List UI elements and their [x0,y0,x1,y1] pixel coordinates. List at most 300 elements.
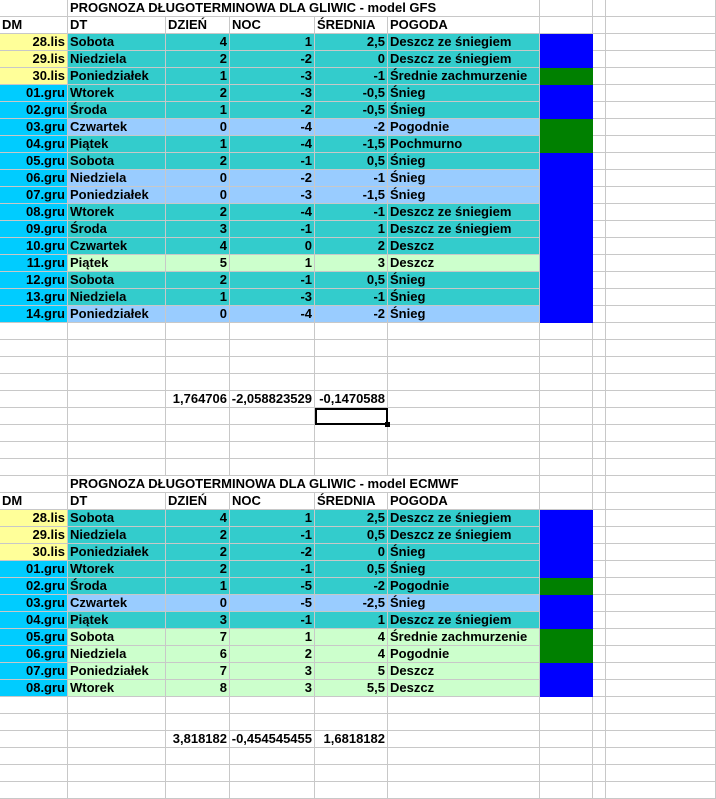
cell-weather[interactable]: Deszcz [388,680,540,697]
cell-date[interactable]: 28.lis [0,34,68,51]
empty-cell[interactable] [593,102,606,119]
weather-color-bar[interactable] [540,612,593,629]
empty-cell[interactable] [166,323,230,340]
cell-avg[interactable]: 0 [315,51,388,68]
empty-cell[interactable] [593,561,606,578]
empty-cell[interactable] [593,527,606,544]
empty-cell[interactable] [68,408,166,425]
empty-cell[interactable] [593,442,606,459]
cell-weather[interactable]: Średnie zachmurzenie [388,68,540,85]
total-night[interactable]: -0,454545455 [230,731,315,748]
cell-avg[interactable]: 3 [315,255,388,272]
empty-cell[interactable] [540,374,593,391]
header-dt[interactable]: DT [68,17,166,34]
empty-cell[interactable] [606,425,716,442]
cell-night[interactable]: -1 [230,153,315,170]
cell-weather[interactable]: Deszcz ze śniegiem [388,221,540,238]
cell-night[interactable]: 1 [230,255,315,272]
cell-weekday[interactable]: Wtorek [68,680,166,697]
cell-day[interactable]: 3 [166,612,230,629]
empty-cell[interactable] [166,697,230,714]
cell-weekday[interactable]: Wtorek [68,85,166,102]
empty-cell[interactable] [593,204,606,221]
empty-cell[interactable] [166,459,230,476]
cell-weekday[interactable]: Piątek [68,136,166,153]
empty-cell[interactable] [166,425,230,442]
empty-cell[interactable] [388,374,540,391]
empty-cell[interactable] [593,646,606,663]
empty-cell[interactable] [606,238,716,255]
empty-cell[interactable] [593,187,606,204]
cell-date[interactable]: 11.gru [0,255,68,272]
empty-cell[interactable] [388,697,540,714]
weather-color-bar[interactable] [540,272,593,289]
cell-weather[interactable]: Pogodnie [388,578,540,595]
weather-color-bar[interactable] [540,629,593,646]
cell-weather[interactable]: Deszcz [388,238,540,255]
empty-cell[interactable] [540,731,593,748]
empty-cell[interactable] [593,357,606,374]
empty-cell[interactable] [388,782,540,799]
cell-date[interactable]: 10.gru [0,238,68,255]
empty-cell[interactable] [0,782,68,799]
empty-cell[interactable] [68,357,166,374]
cell-day[interactable]: 3 [166,221,230,238]
cell-day[interactable]: 0 [166,306,230,323]
cell-date[interactable]: 04.gru [0,136,68,153]
cell-day[interactable]: 0 [166,119,230,136]
cell-weekday[interactable]: Poniedziałek [68,544,166,561]
cell-avg[interactable]: -0,5 [315,102,388,119]
cell-weekday[interactable]: Sobota [68,629,166,646]
cell-day[interactable]: 0 [166,170,230,187]
cell-date[interactable]: 29.lis [0,527,68,544]
empty-cell[interactable] [388,425,540,442]
empty-cell[interactable] [593,17,606,34]
empty-cell[interactable] [68,323,166,340]
total-day[interactable]: 1,764706 [166,391,230,408]
cell-night[interactable]: -4 [230,306,315,323]
empty-cell[interactable] [166,340,230,357]
empty-cell[interactable] [166,357,230,374]
empty-cell[interactable] [0,765,68,782]
cell-night[interactable]: -1 [230,221,315,238]
cell-weather[interactable]: Deszcz [388,255,540,272]
cell-weekday[interactable]: Środa [68,221,166,238]
empty-cell[interactable] [606,544,716,561]
cell-day[interactable]: 4 [166,510,230,527]
empty-cell[interactable] [388,340,540,357]
header-day[interactable]: DZIEŃ [166,493,230,510]
empty-cell[interactable] [606,204,716,221]
empty-cell[interactable] [593,782,606,799]
cell-weekday[interactable]: Wtorek [68,204,166,221]
empty-cell[interactable] [166,748,230,765]
empty-cell[interactable] [0,357,68,374]
empty-cell[interactable] [315,442,388,459]
total-avg[interactable]: -0,1470588 [315,391,388,408]
empty-cell[interactable] [606,136,716,153]
empty-cell[interactable] [606,510,716,527]
empty-cell[interactable] [593,306,606,323]
empty-cell[interactable] [606,289,716,306]
empty-cell[interactable] [593,272,606,289]
empty-cell[interactable] [606,340,716,357]
cell-avg[interactable]: 0,5 [315,272,388,289]
cell-night[interactable]: -1 [230,561,315,578]
empty-cell[interactable] [593,408,606,425]
cell-day[interactable]: 1 [166,578,230,595]
weather-color-bar[interactable] [540,68,593,85]
cell-day[interactable]: 6 [166,646,230,663]
empty-cell[interactable] [0,697,68,714]
empty-cell[interactable] [606,731,716,748]
cell-day[interactable]: 1 [166,136,230,153]
empty-cell[interactable] [166,765,230,782]
cell-avg[interactable]: 2,5 [315,34,388,51]
cell-weather[interactable]: Średnie zachmurzenie [388,629,540,646]
cell-weekday[interactable]: Czwartek [68,238,166,255]
cell-avg[interactable]: -2 [315,119,388,136]
cell-weather[interactable]: Śnieg [388,170,540,187]
empty-cell[interactable] [606,782,716,799]
empty-cell[interactable] [606,170,716,187]
empty-cell[interactable] [230,748,315,765]
empty-cell[interactable] [0,374,68,391]
empty-cell[interactable] [388,459,540,476]
cell-date[interactable]: 05.gru [0,629,68,646]
cell-date[interactable]: 12.gru [0,272,68,289]
cell-weather[interactable]: Pochmurno [388,136,540,153]
empty-cell[interactable] [68,459,166,476]
empty-cell[interactable] [593,255,606,272]
empty-cell[interactable] [606,119,716,136]
cell-night[interactable]: -1 [230,612,315,629]
empty-cell[interactable] [606,102,716,119]
empty-cell[interactable] [593,323,606,340]
empty-cell[interactable] [315,748,388,765]
weather-color-bar[interactable] [540,204,593,221]
cell-weather[interactable]: Deszcz ze śniegiem [388,204,540,221]
empty-cell[interactable] [68,340,166,357]
empty-cell[interactable] [315,459,388,476]
cell-night[interactable]: -4 [230,136,315,153]
empty-cell[interactable] [315,714,388,731]
empty-cell[interactable] [593,68,606,85]
cell-weekday[interactable]: Piątek [68,612,166,629]
header-dm[interactable]: DM [0,17,68,34]
cell-date[interactable]: 03.gru [0,595,68,612]
empty-cell[interactable] [0,391,68,408]
cell-weather[interactable]: Śnieg [388,289,540,306]
cell-night[interactable]: -2 [230,102,315,119]
empty-cell[interactable] [68,425,166,442]
cell-date[interactable]: 13.gru [0,289,68,306]
section-title[interactable]: PROGNOZA DŁUGOTERMINOWA DLA GLIWIC - model ECMWF [68,476,540,493]
empty-cell[interactable] [606,391,716,408]
empty-cell[interactable] [606,153,716,170]
empty-cell[interactable] [166,714,230,731]
cell-day[interactable]: 7 [166,629,230,646]
cell-weather[interactable]: Deszcz ze śniegiem [388,612,540,629]
cell-date[interactable]: 06.gru [0,170,68,187]
empty-cell[interactable] [606,68,716,85]
cell-avg[interactable]: 5 [315,663,388,680]
empty-cell[interactable] [230,697,315,714]
empty-cell[interactable] [540,459,593,476]
cell-weekday[interactable]: Wtorek [68,561,166,578]
cell-weekday[interactable]: Sobota [68,272,166,289]
empty-cell[interactable] [593,425,606,442]
cell-date[interactable]: 06.gru [0,646,68,663]
empty-cell[interactable] [388,731,540,748]
empty-cell[interactable] [606,714,716,731]
empty-cell[interactable] [606,255,716,272]
cell-weekday[interactable]: Poniedziałek [68,68,166,85]
empty-cell[interactable] [593,595,606,612]
cell-date[interactable]: 02.gru [0,578,68,595]
cell-day[interactable]: 0 [166,187,230,204]
cell-weekday[interactable]: Niedziela [68,289,166,306]
empty-cell[interactable] [593,663,606,680]
header-night[interactable]: NOC [230,17,315,34]
empty-cell[interactable] [593,612,606,629]
cell-weather[interactable]: Pogodnie [388,646,540,663]
weather-color-bar[interactable] [540,527,593,544]
cell-night[interactable]: -5 [230,595,315,612]
empty-cell[interactable] [593,714,606,731]
cell-day[interactable]: 2 [166,272,230,289]
empty-cell[interactable] [0,0,68,17]
cell-day[interactable]: 8 [166,680,230,697]
empty-cell[interactable] [230,340,315,357]
cell-night[interactable]: -5 [230,578,315,595]
empty-cell[interactable] [68,714,166,731]
empty-cell[interactable] [593,493,606,510]
cell-date[interactable]: 30.lis [0,68,68,85]
empty-cell[interactable] [593,0,606,17]
cell-night[interactable]: 0 [230,238,315,255]
empty-cell[interactable] [593,544,606,561]
empty-cell[interactable] [606,493,716,510]
cell-date[interactable]: 03.gru [0,119,68,136]
empty-cell[interactable] [606,442,716,459]
weather-color-bar[interactable] [540,289,593,306]
cell-avg[interactable]: -1 [315,68,388,85]
empty-cell[interactable] [593,731,606,748]
weather-color-bar[interactable] [540,170,593,187]
empty-cell[interactable] [230,782,315,799]
empty-cell[interactable] [540,442,593,459]
cell-night[interactable]: -3 [230,187,315,204]
weather-color-bar[interactable] [540,153,593,170]
empty-cell[interactable] [0,425,68,442]
empty-cell[interactable] [606,561,716,578]
cell-avg[interactable]: 2 [315,238,388,255]
cell-night[interactable]: 1 [230,510,315,527]
empty-cell[interactable] [606,459,716,476]
cell-weekday[interactable]: Niedziela [68,170,166,187]
empty-cell[interactable] [606,272,716,289]
cell-weather[interactable]: Deszcz ze śniegiem [388,510,540,527]
section-title[interactable]: PROGNOZA DŁUGOTERMINOWA DLA GLIWIC - model GFS [68,0,540,17]
cell-night[interactable]: -3 [230,289,315,306]
empty-cell[interactable] [230,374,315,391]
empty-cell[interactable] [315,323,388,340]
cell-night[interactable]: -1 [230,272,315,289]
empty-cell[interactable] [540,748,593,765]
empty-cell[interactable] [606,595,716,612]
weather-color-bar[interactable] [540,34,593,51]
empty-cell[interactable] [606,374,716,391]
empty-cell[interactable] [593,51,606,68]
empty-cell[interactable] [315,340,388,357]
empty-cell[interactable] [68,697,166,714]
header-dm[interactable]: DM [0,493,68,510]
empty-cell[interactable] [230,357,315,374]
empty-cell[interactable] [606,748,716,765]
cell-night[interactable]: -3 [230,68,315,85]
cell-night[interactable]: 3 [230,680,315,697]
weather-color-bar[interactable] [540,646,593,663]
cell-avg[interactable]: -1 [315,204,388,221]
cell-avg[interactable]: 0,5 [315,153,388,170]
weather-color-bar[interactable] [540,544,593,561]
cell-date[interactable]: 08.gru [0,204,68,221]
cell-night[interactable]: -2 [230,51,315,68]
cell-night[interactable]: -4 [230,204,315,221]
empty-cell[interactable] [388,408,540,425]
empty-cell[interactable] [166,782,230,799]
cell-avg[interactable]: 4 [315,629,388,646]
empty-cell[interactable] [606,663,716,680]
cell-night[interactable]: -2 [230,544,315,561]
empty-cell[interactable] [606,646,716,663]
weather-color-bar[interactable] [540,136,593,153]
empty-cell[interactable] [388,714,540,731]
empty-cell[interactable] [606,476,716,493]
empty-cell[interactable] [593,391,606,408]
cell-day[interactable]: 2 [166,85,230,102]
empty-cell[interactable] [606,578,716,595]
header-weather[interactable]: POGODA [388,17,540,34]
empty-cell[interactable] [540,476,593,493]
cell-date[interactable]: 04.gru [0,612,68,629]
empty-cell[interactable] [0,748,68,765]
cell-avg[interactable]: 1 [315,221,388,238]
cell-avg[interactable]: -1,5 [315,187,388,204]
cell-weather[interactable]: Śnieg [388,187,540,204]
empty-cell[interactable] [593,289,606,306]
cell-weekday[interactable]: Niedziela [68,646,166,663]
weather-color-bar[interactable] [540,255,593,272]
cell-date[interactable]: 07.gru [0,187,68,204]
empty-cell[interactable] [166,374,230,391]
empty-cell[interactable] [606,612,716,629]
cell-avg[interactable]: -1,5 [315,136,388,153]
empty-cell[interactable] [540,493,593,510]
cell-night[interactable]: -3 [230,85,315,102]
weather-color-bar[interactable] [540,680,593,697]
cell-day[interactable]: 2 [166,153,230,170]
cell-weather[interactable]: Deszcz ze śniegiem [388,51,540,68]
empty-cell[interactable] [593,748,606,765]
empty-cell[interactable] [0,731,68,748]
empty-cell[interactable] [0,323,68,340]
cell-date[interactable]: 07.gru [0,663,68,680]
cell-weekday[interactable]: Niedziela [68,527,166,544]
cell-weather[interactable]: Deszcz ze śniegiem [388,34,540,51]
cell-date[interactable]: 01.gru [0,561,68,578]
empty-cell[interactable] [540,0,593,17]
empty-cell[interactable] [388,323,540,340]
cell-avg[interactable]: 0,5 [315,561,388,578]
cell-weekday[interactable]: Czwartek [68,119,166,136]
empty-cell[interactable] [230,425,315,442]
empty-cell[interactable] [593,170,606,187]
empty-cell[interactable] [388,391,540,408]
empty-cell[interactable] [593,578,606,595]
cell-weekday[interactable]: Poniedziałek [68,306,166,323]
empty-cell[interactable] [540,782,593,799]
empty-cell[interactable] [606,0,716,17]
empty-cell[interactable] [540,340,593,357]
cell-day[interactable]: 2 [166,204,230,221]
cell-date[interactable]: 30.lis [0,544,68,561]
cell-weather[interactable]: Śnieg [388,544,540,561]
empty-cell[interactable] [230,408,315,425]
weather-color-bar[interactable] [540,221,593,238]
empty-cell[interactable] [68,731,166,748]
cell-avg[interactable]: 0,5 [315,527,388,544]
empty-cell[interactable] [68,765,166,782]
cell-avg[interactable]: -2 [315,578,388,595]
empty-cell[interactable] [540,357,593,374]
cell-date[interactable]: 29.lis [0,51,68,68]
empty-cell[interactable] [606,697,716,714]
cell-weather[interactable]: Śnieg [388,272,540,289]
cell-day[interactable]: 4 [166,238,230,255]
header-day[interactable]: DZIEŃ [166,17,230,34]
cell-avg[interactable]: 5,5 [315,680,388,697]
cell-weekday[interactable]: Poniedziałek [68,187,166,204]
cell-night[interactable]: 1 [230,34,315,51]
empty-cell[interactable] [68,748,166,765]
cell-weather[interactable]: Śnieg [388,153,540,170]
empty-cell[interactable] [593,510,606,527]
cell-weather[interactable]: Śnieg [388,85,540,102]
empty-cell[interactable] [0,442,68,459]
cell-date[interactable]: 28.lis [0,510,68,527]
header-avg[interactable]: ŚREDNIA [315,493,388,510]
empty-cell[interactable] [606,17,716,34]
weather-color-bar[interactable] [540,119,593,136]
empty-cell[interactable] [68,391,166,408]
empty-cell[interactable] [0,340,68,357]
empty-cell[interactable] [540,408,593,425]
cell-night[interactable]: 3 [230,663,315,680]
cell-day[interactable]: 5 [166,255,230,272]
empty-cell[interactable] [315,697,388,714]
weather-color-bar[interactable] [540,510,593,527]
empty-cell[interactable] [606,765,716,782]
empty-cell[interactable] [593,153,606,170]
empty-cell[interactable] [606,323,716,340]
fill-handle[interactable] [385,422,390,427]
cell-avg[interactable]: -2,5 [315,595,388,612]
cell-avg[interactable]: 1 [315,612,388,629]
cell-day[interactable]: 7 [166,663,230,680]
